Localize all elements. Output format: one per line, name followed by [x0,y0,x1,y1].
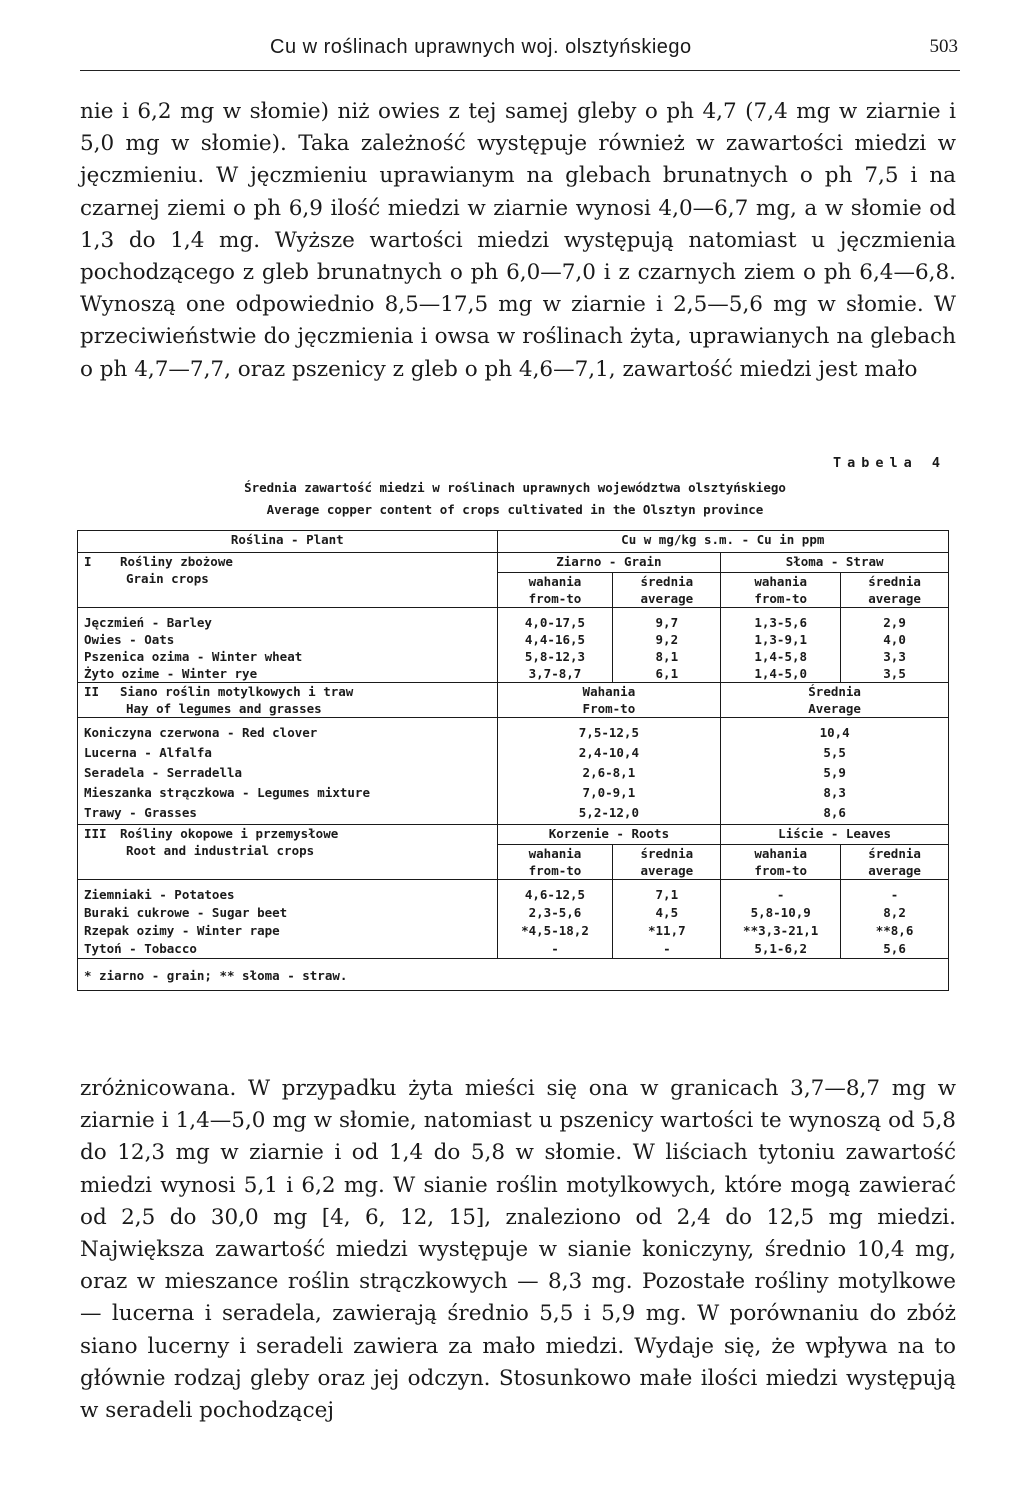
stat-average-label: średnia average [613,845,721,880]
crop-name: Buraki cukrowe - Sugar beet [84,905,288,920]
page-header [80,30,960,71]
table-title-english: Average copper content of crops cultivated in the Olsztyn province [266,502,764,517]
table-footnote-row [78,959,949,991]
table-data-block [78,880,949,959]
subheader-part2: Liście - Leaves [721,825,949,845]
crop-name: Jęczmień - Barley [84,615,212,630]
running-title: Cu w roślinach uprawnych woj. olsztyńskiego [270,36,692,58]
cell-value: 5,2-12,0 [578,805,639,820]
cell-value: 4,4-16,5 [524,632,586,647]
cell-value: 3,7-8,7 [528,666,582,681]
crop-names [78,718,498,825]
values-col2 [613,880,721,959]
crop-name: Owies - Oats [84,632,175,647]
cell-value: 5,6 [883,941,906,956]
cell-value: 8,2 [883,905,906,920]
stat-range-label: wahania from-to [721,573,841,608]
cell-value: 1,4-5,8 [754,649,808,664]
values-average [721,718,949,825]
stat-average-label: średnia average [841,573,949,608]
stat-range-label: wahania from-to [497,845,613,880]
crop-name: Lucerna - Alfalfa [84,745,212,760]
header-copper: Cu w mg/kg s.m. - Cu in ppm [497,531,948,553]
values-col2 [613,608,721,683]
crop-name: Tytoń - Tobacco [84,941,197,956]
cell-value: - [776,887,785,902]
cell-value: 8,1 [655,649,679,664]
group-name-pl: Siano roślin motylkowych i traw [120,684,354,699]
crop-name: Koniczyna czerwona - Red clover [84,725,318,740]
copper-content-table [77,530,949,991]
values-col3 [721,608,841,683]
values-col4 [841,608,949,683]
cell-value: 4,0-17,5 [524,615,586,630]
group-name-pl: Rośliny okopowe i przemysłowe [120,826,339,841]
group-number: III [84,826,107,841]
cell-value: 1,4-5,0 [754,666,808,681]
table-data-block [78,718,949,825]
cell-value: 5,8-10,9 [750,905,811,920]
subheader-part1: Korzenie - Roots [497,825,721,845]
cell-value: 2,6-8,1 [582,765,636,780]
subheader-part2: Słoma - Straw [721,553,949,573]
cell-value: - [890,887,899,902]
cell-value: 4,6-12,5 [524,887,586,902]
group-header-row [78,825,949,845]
cell-value: 8,6 [823,805,846,820]
values-col1 [497,608,613,683]
cell-value: 5,5 [823,745,846,760]
cell-value: 4,5 [655,905,679,920]
page-number: 503 [929,36,958,57]
cell-value: - [551,941,559,956]
values-range [497,718,721,825]
crop-name: Pszenica ozima - Winter wheat [84,649,303,664]
cell-value: 7,1 [655,887,679,902]
values-col4 [841,880,949,959]
cell-value: 3,3 [883,649,906,664]
cell-value: 5,9 [823,765,846,780]
cell-value: 4,0 [883,632,906,647]
body-paragraph-bottom: zróżnicowana. W przypadku żyta mieści się ona w granicach 3,7—8,7 mg w ziarnie i 1,4—5,0 mg w słomie, natomiast u pszenicy wartości te wynoszą od 5,8 do 12,3 mg w ziarnie i od 1,4 do 5,8 w słomie. W liściach tytoniu zawartość miedzi wynosi 5,1 i 6,2 mg. W sianie roślin motylkowych, które mogą zawierać od 2,5 do 30,0 mg [4, 6, 12, 15], znaleziono od 2,4 do 12,5 mg miedzi. Największa zawartość miedzi występuje w sianie koniczyny, średnio 10,4 mg, oraz w mieszance roślin strączkowych — 8,3 mg. Pozostałe rośliny motylkowe — lucerna i seradela, zawierają średnio 5,5 i 5,9 mg. W porównaniu do zbóż siano lucerny i seradeli zawiera za mało miedzi. Wydaje się, że wpływa na to głównie rodzaj gleby oraz jej odczyn. Stosunkowo małe ilości miedzi występują w seradeli pochodzącej [80,1076,956,1424]
cell-value: **3,3-21,1 [743,923,819,938]
crop-name: Żyto ozime - Winter rye [84,666,258,681]
cell-value: 1,3-5,6 [754,615,808,630]
crop-names [78,880,498,959]
group-header-row [78,683,949,718]
cell-value: - [663,941,671,956]
cell-value: *11,7 [648,923,686,938]
stat-range-label: wahania from-to [497,573,613,608]
crop-name: Ziemniaki - Potatoes [84,887,235,902]
stat-range-label: wahania from-to [721,845,841,880]
stat-average-label: średnia average [841,845,949,880]
stat-average-label: średnia average [613,573,721,608]
cell-value: *4,5-18,2 [521,923,589,938]
crop-name: Trawy - Grasses [84,805,197,820]
values-col3 [721,880,841,959]
group-label-cell [78,553,498,608]
cell-value: 7,0-9,1 [582,785,636,800]
cell-value: 3,5 [883,666,906,681]
group-label-cell [78,825,498,880]
cell-value: 2,4-10,4 [578,745,639,760]
cell-value: 5,8-12,3 [524,649,586,664]
cell-value: 5,1-6,2 [754,941,808,956]
group-header-row [78,553,949,573]
table-data-block [78,608,949,683]
group-name-pl: Rośliny zbożowe [120,554,233,569]
cell-value: 9,7 [655,615,679,630]
table-label: Tabela 4 [832,455,946,471]
stat-average-label: Średnia Average [721,683,949,718]
group-number: I [84,554,92,569]
cell-value: 6,1 [655,666,679,681]
cell-value: 10,4 [819,725,850,740]
group-name-en: Root and industrial crops [126,843,315,858]
table-footnote: * ziarno - grain; ** słoma - straw. [78,959,949,991]
cell-value: **8,6 [875,923,914,938]
cell-value: 9,2 [655,632,679,647]
stat-range-label: Wahania From-to [497,683,721,718]
crop-name: Mieszanka strączkowa - Legumes mixture [84,785,370,800]
body-paragraph-top: nie i 6,2 mg w słomie) niż owies z tej samej gleby o ph 4,7 (7,4 mg w ziarnie i 5,0 mg w słomie). Taka zależność występuje również w zawartości miedzi w jęczmieniu. W jęczmieniu uprawianym na glebach brunatnych o ph 7,5 i na czarnej ziemi o ph 6,9 ilość miedzi w ziarnie wynosi 4,0—6,7 mg, a w słomie od 1,3 do 1,4 mg. Wyższe wartości miedzi występują natomiast u jęczmienia pochodzącego z gleb brunatnych o ph 6,0—7,0 i z czarnych ziem o ph 6,4—6,8. Wynoszą one odpowiednio 8,5—17,5 mg w ziarnie i 2,5—5,6 mg w słomie. W przeciwieństwie do jęczmienia i owsa w roślinach żyta, uprawianych na glebach o ph 4,7—7,7, oraz pszenicy z gleb o ph 4,6—7,1, zawartość miedzi jest mało [80,99,956,382]
table-title-polish: Średnia zawartość miedzi w roślinach uprawnych województwa olsztyńskiego [244,480,786,495]
group-number: II [84,684,100,699]
cell-value: 2,9 [883,615,906,630]
crop-names [78,608,498,683]
crop-name: Rzepak ozimy - Winter rape [84,923,280,938]
cell-value: 2,3-5,6 [528,905,582,920]
subheader-part1: Ziarno - Grain [497,553,721,573]
crop-name: Seradela - Serradella [84,765,243,780]
header-plant: Roślina - Plant [78,531,498,553]
cell-value: 7,5-12,5 [578,725,639,740]
cell-value: 8,3 [823,785,846,800]
group-name-en: Hay of legumes and grasses [126,701,322,716]
table-header-row [78,531,949,553]
values-col1 [497,880,613,959]
group-label-cell [78,683,498,718]
cell-value: 1,3-9,1 [754,632,808,647]
group-name-en: Grain crops [126,571,209,586]
